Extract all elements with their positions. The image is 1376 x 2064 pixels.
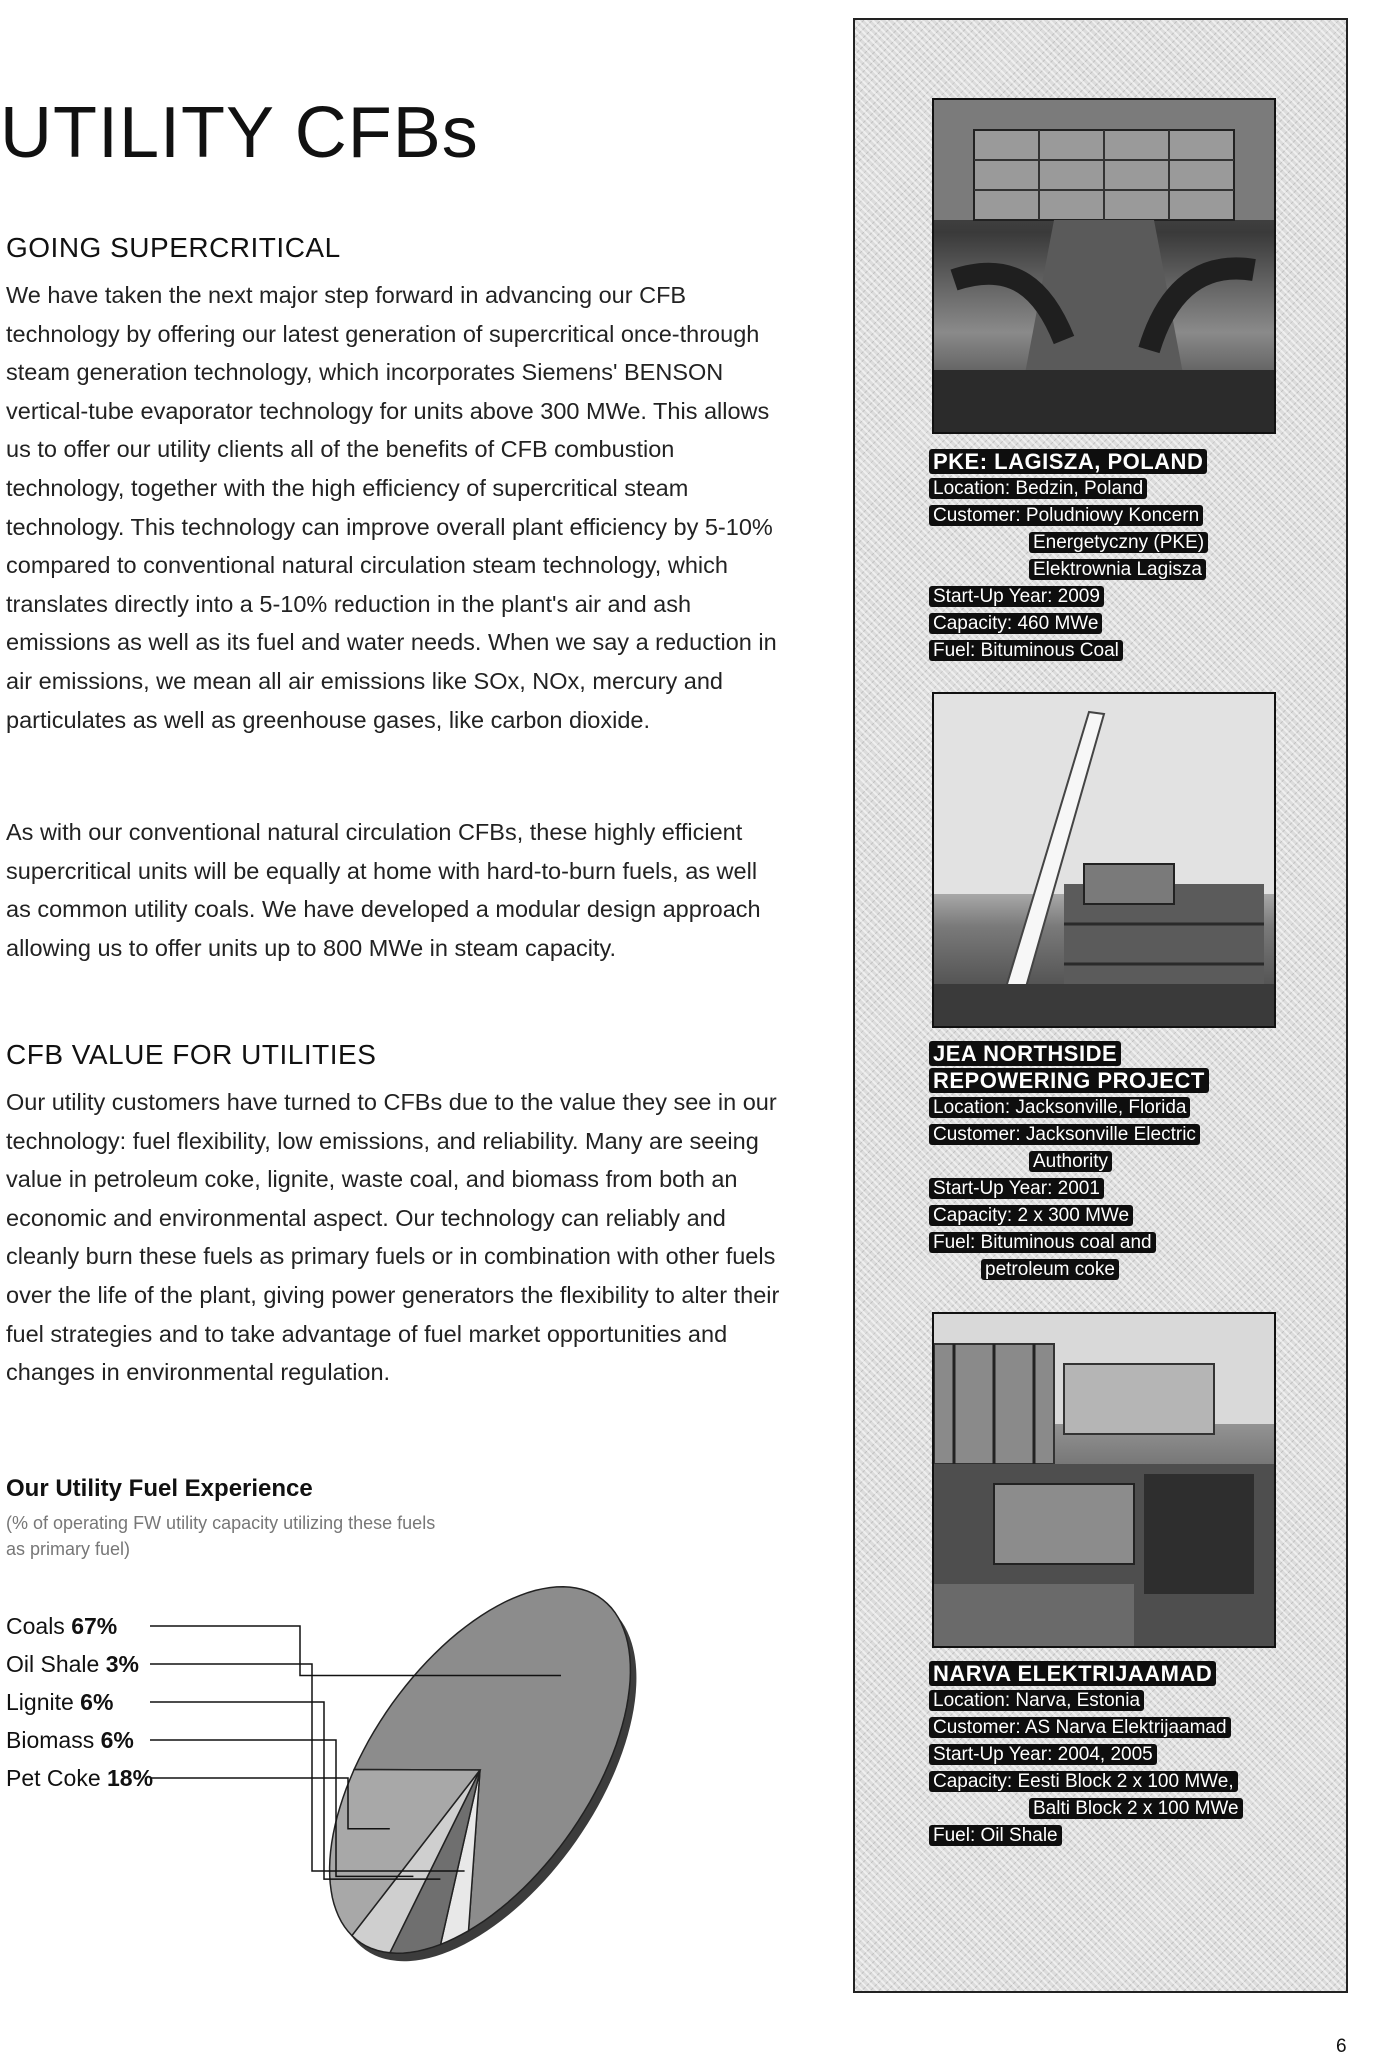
project-fuel: Fuel: Bituminous coal and — [929, 1229, 1329, 1256]
project-caption-pke — [929, 448, 1329, 664]
project-capacity: Capacity: 2 x 300 MWe — [929, 1202, 1329, 1229]
legend-label: Biomass — [6, 1727, 95, 1753]
legend-value: 18% — [107, 1765, 154, 1791]
chart-subtitle: (% of operating FW utility capacity utilizing these fuels as primary fuel) — [6, 1513, 436, 1559]
page-number: 6 — [1336, 2036, 1347, 2057]
legend-label: Oil Shale — [6, 1651, 100, 1677]
project-customer-cont: Elektrownia Lagisza — [929, 556, 1329, 583]
project-fuel: Fuel: Oil Shale — [929, 1822, 1329, 1849]
project-caption-jea — [929, 1040, 1329, 1283]
project-fuel: Fuel: Bituminous Coal — [929, 637, 1329, 664]
project-sidebar — [853, 18, 1348, 1993]
project-customer: Customer: Jacksonville Electric — [929, 1121, 1329, 1148]
fuel-pie-chart — [0, 1560, 720, 1980]
legend-value: 3% — [105, 1651, 139, 1677]
power-plant-construction-photo — [932, 1312, 1276, 1648]
section-heading-cfb-value: CFB VALUE FOR UTILITIES — [6, 1039, 377, 1070]
going-supercritical-paragraph-2: As with our conventional natural circulation CFBs, these highly efficient supercritical units will be equally at home with hard-to-burn fuels, as well as common utility coals. We have developed a modular design approach allowing us to offer units up to 800 MWe in steam capacity. — [6, 819, 761, 961]
project-customer-cont: Energetyczny (PKE) — [929, 529, 1329, 556]
project-customer-cont: Authority — [929, 1148, 1329, 1175]
page-title: UTILITY CFBs — [0, 93, 479, 173]
project-location: Location: Narva, Estonia — [929, 1687, 1329, 1714]
project-fuel-cont: petroleum coke — [929, 1256, 1329, 1283]
project-location: Location: Bedzin, Poland — [929, 475, 1329, 502]
legend-label: Coals — [6, 1613, 65, 1639]
project-name: PKE: LAGISZA, POLAND — [929, 448, 1329, 475]
project-name: NARVA ELEKTRIJAAMAD — [929, 1660, 1329, 1687]
project-start-up: Start-Up Year: 2004, 2005 — [929, 1741, 1329, 1768]
cfb-value-paragraph: Our utility customers have turned to CFBs due to the value they see in our technology: fuel flexibility, low emissions, and reliability. Many are seeing value in petroleum coke, lignite, waste coal, and biomass from both an economic and environmental aspect. Our technology can reliably and cleanly burn these fuels as primary fuels or in combination with other fuels over the life of the plant, giving power generators the flexibility to alter their fuel strategies and to take advantage of fuel market opportunities and changes in environmental regulation. — [6, 1089, 780, 1386]
project-start-up: Start-Up Year: 2009 — [929, 583, 1329, 610]
project-capacity: Capacity: Eesti Block 2 x 100 MWe, — [929, 1768, 1329, 1795]
legend-value: 6% — [80, 1689, 114, 1715]
legend-label: Pet Coke — [6, 1765, 101, 1791]
pie-slices — [275, 1560, 696, 1980]
project-start-up: Start-Up Year: 2001 — [929, 1175, 1329, 1202]
project-caption-narva — [929, 1660, 1329, 1849]
project-customer: Customer: AS Narva Elektrijaamad — [929, 1714, 1329, 1741]
project-capacity: Capacity: 460 MWe — [929, 610, 1329, 637]
power-plant-interior-photo — [932, 98, 1276, 434]
legend-value: 6% — [100, 1727, 134, 1753]
going-supercritical-paragraph-1: We have taken the next major step forward in advancing our CFB technology by offering our latest generation of supercritical once-through steam generation technology, which incorporates Siemens' BENSON vertical-tube evaporator technology for units above 300 MWe. This allows us to offer our utility clients all of the benefits of CFB combustion technology, together with the high efficiency of supercritical steam technology. This technology can improve overall plant efficiency by 5-10% compared to conventional natural circulation steam technology, which translates directly into a 5-10% reduction in the plant's air and ash emissions as well as its fuel and water needs. When we say a reduction in air emissions, we mean all air emissions like SOx, NOx, mercury and particulates as well as greenhouse gases, like carbon dioxide. — [6, 282, 777, 733]
project-name-cont: REPOWERING PROJECT — [929, 1067, 1329, 1094]
legend-label: Lignite — [6, 1689, 74, 1715]
section-heading-going-supercritical: GOING SUPERCRITICAL — [6, 232, 341, 263]
project-capacity-cont: Balti Block 2 x 100 MWe — [929, 1795, 1329, 1822]
project-name: JEA NORTHSIDE — [929, 1040, 1329, 1067]
project-location: Location: Jacksonville, Florida — [929, 1094, 1329, 1121]
power-plant-stack-photo — [932, 692, 1276, 1028]
legend-value: 67% — [71, 1613, 118, 1639]
project-customer: Customer: Poludniowy Koncern — [929, 502, 1329, 529]
chart-title: Our Utility Fuel Experience — [6, 1475, 313, 1502]
